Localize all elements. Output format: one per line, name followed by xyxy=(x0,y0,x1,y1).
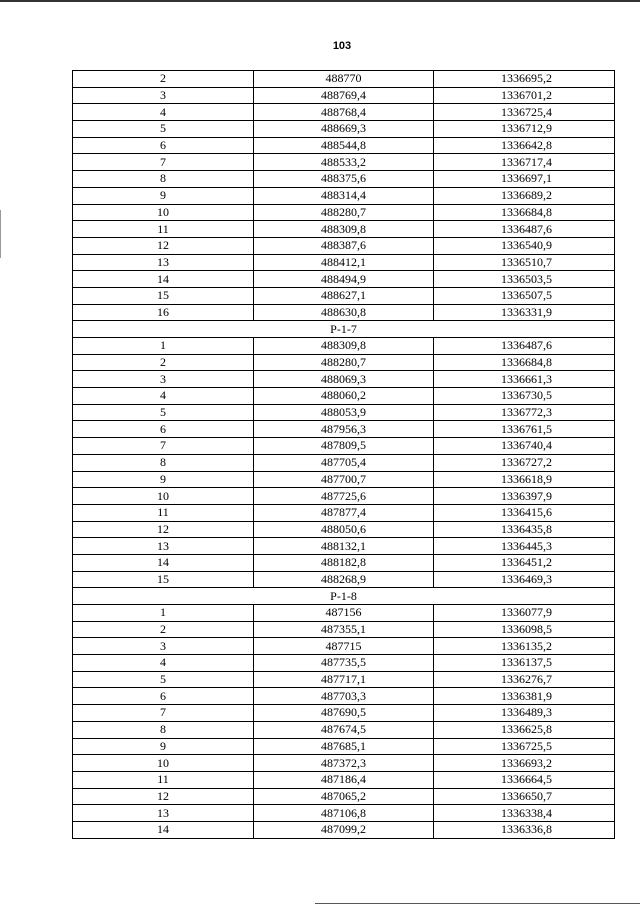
y-coordinate-cell: 1336772,3 xyxy=(434,404,615,421)
table-row xyxy=(73,304,615,321)
table-row xyxy=(73,287,615,304)
x-coordinate-cell: 488280,7 xyxy=(254,204,434,221)
point-number-cell: 5 xyxy=(73,404,254,421)
point-number-cell: 2 xyxy=(73,354,254,371)
x-coordinate-cell: 488630,8 xyxy=(254,304,434,321)
x-coordinate-cell: 487715 xyxy=(254,638,434,655)
table-row xyxy=(73,471,615,488)
table-row xyxy=(73,805,615,822)
point-number-cell: 13 xyxy=(73,805,254,822)
table-row xyxy=(73,755,615,772)
point-number-cell: 8 xyxy=(73,454,254,471)
scan-edge-mark xyxy=(0,210,3,258)
x-coordinate-cell: 487106,8 xyxy=(254,805,434,822)
point-number-cell: 9 xyxy=(73,738,254,755)
point-number-cell: 10 xyxy=(73,488,254,505)
x-coordinate-cell: 488069,3 xyxy=(254,371,434,388)
y-coordinate-cell: 1336740,4 xyxy=(434,438,615,455)
table-row xyxy=(73,438,615,455)
y-coordinate-cell: 1336697,1 xyxy=(434,171,615,188)
y-coordinate-cell: 1336331,9 xyxy=(434,304,615,321)
point-number-cell: 12 xyxy=(73,788,254,805)
y-coordinate-cell: 1336077,9 xyxy=(434,605,615,622)
y-coordinate-cell: 1336693,2 xyxy=(434,755,615,772)
point-number-cell: 4 xyxy=(73,104,254,121)
bottom-edge-rule xyxy=(315,903,640,904)
x-coordinate-cell: 487700,7 xyxy=(254,471,434,488)
x-coordinate-cell: 488280,7 xyxy=(254,354,434,371)
table-row xyxy=(73,187,615,204)
point-number-cell: 8 xyxy=(73,171,254,188)
point-number-cell: 8 xyxy=(73,721,254,738)
x-coordinate-cell: 487186,4 xyxy=(254,771,434,788)
y-coordinate-cell: 1336487,6 xyxy=(434,338,615,355)
y-coordinate-cell: 1336469,3 xyxy=(434,571,615,588)
section-header-row xyxy=(73,588,615,605)
table-row xyxy=(73,488,615,505)
x-coordinate-cell: 487725,6 xyxy=(254,488,434,505)
table-row xyxy=(73,221,615,238)
table-row xyxy=(73,338,615,355)
point-number-cell: 5 xyxy=(73,121,254,138)
y-coordinate-cell: 1336761,5 xyxy=(434,421,615,438)
x-coordinate-cell: 487685,1 xyxy=(254,738,434,755)
x-coordinate-cell: 488132,1 xyxy=(254,538,434,555)
x-coordinate-cell: 488768,4 xyxy=(254,104,434,121)
x-coordinate-cell: 487703,3 xyxy=(254,688,434,705)
x-coordinate-cell: 488627,1 xyxy=(254,287,434,304)
table-row xyxy=(73,721,615,738)
table-row xyxy=(73,271,615,288)
x-coordinate-cell: 488770 xyxy=(254,71,434,88)
y-coordinate-cell: 1336098,5 xyxy=(434,621,615,638)
y-coordinate-cell: 1336618,9 xyxy=(434,471,615,488)
x-coordinate-cell: 487355,1 xyxy=(254,621,434,638)
point-number-cell: 9 xyxy=(73,471,254,488)
point-number-cell: 3 xyxy=(73,638,254,655)
x-coordinate-cell: 488053,9 xyxy=(254,404,434,421)
table-row xyxy=(73,638,615,655)
point-number-cell: 9 xyxy=(73,187,254,204)
y-coordinate-cell: 1336689,2 xyxy=(434,187,615,204)
point-number-cell: 11 xyxy=(73,771,254,788)
point-number-cell: 7 xyxy=(73,154,254,171)
table-row xyxy=(73,421,615,438)
table-row xyxy=(73,738,615,755)
table-row xyxy=(73,121,615,138)
y-coordinate-cell: 1336507,5 xyxy=(434,287,615,304)
y-coordinate-cell: 1336725,4 xyxy=(434,104,615,121)
table-row xyxy=(73,688,615,705)
y-coordinate-cell: 1336664,5 xyxy=(434,771,615,788)
y-coordinate-cell: 1336661,3 xyxy=(434,371,615,388)
y-coordinate-cell: 1336540,9 xyxy=(434,237,615,254)
y-coordinate-cell: 1336712,9 xyxy=(434,121,615,138)
point-number-cell: 7 xyxy=(73,438,254,455)
point-number-cell: 6 xyxy=(73,137,254,154)
y-coordinate-cell: 1336684,8 xyxy=(434,354,615,371)
point-number-cell: 16 xyxy=(73,304,254,321)
table-row xyxy=(73,388,615,405)
point-number-cell: 4 xyxy=(73,655,254,672)
x-coordinate-cell: 488494,9 xyxy=(254,271,434,288)
x-coordinate-cell: 488387,6 xyxy=(254,237,434,254)
x-coordinate-cell: 488314,4 xyxy=(254,187,434,204)
table-row xyxy=(73,104,615,121)
x-coordinate-cell: 487877,4 xyxy=(254,504,434,521)
y-coordinate-cell: 1336381,9 xyxy=(434,688,615,705)
table-row xyxy=(73,705,615,722)
point-number-cell: 7 xyxy=(73,705,254,722)
table-row xyxy=(73,71,615,88)
table-row xyxy=(73,204,615,221)
point-number-cell: 15 xyxy=(73,571,254,588)
y-coordinate-cell: 1336487,6 xyxy=(434,221,615,238)
table-row xyxy=(73,254,615,271)
y-coordinate-cell: 1336489,3 xyxy=(434,705,615,722)
y-coordinate-cell: 1336684,8 xyxy=(434,204,615,221)
point-number-cell: 6 xyxy=(73,421,254,438)
section-title: Р-1-8 xyxy=(73,588,615,605)
point-number-cell: 5 xyxy=(73,671,254,688)
table-row xyxy=(73,771,615,788)
y-coordinate-cell: 1336650,7 xyxy=(434,788,615,805)
point-number-cell: 14 xyxy=(73,821,254,838)
table-row xyxy=(73,605,615,622)
y-coordinate-cell: 1336503,5 xyxy=(434,271,615,288)
y-coordinate-cell: 1336338,4 xyxy=(434,805,615,822)
point-number-cell: 4 xyxy=(73,388,254,405)
y-coordinate-cell: 1336451,2 xyxy=(434,554,615,571)
table-row xyxy=(73,454,615,471)
point-number-cell: 6 xyxy=(73,688,254,705)
y-coordinate-cell: 1336445,3 xyxy=(434,538,615,555)
x-coordinate-cell: 488268,9 xyxy=(254,571,434,588)
y-coordinate-cell: 1336435,8 xyxy=(434,521,615,538)
x-coordinate-cell: 487705,4 xyxy=(254,454,434,471)
table-row xyxy=(73,154,615,171)
point-number-cell: 2 xyxy=(73,621,254,638)
x-coordinate-cell: 487156 xyxy=(254,605,434,622)
x-coordinate-cell: 488533,2 xyxy=(254,154,434,171)
point-number-cell: 3 xyxy=(73,371,254,388)
table-row xyxy=(73,788,615,805)
y-coordinate-cell: 1336276,7 xyxy=(434,671,615,688)
point-number-cell: 12 xyxy=(73,237,254,254)
x-coordinate-cell: 487674,5 xyxy=(254,721,434,738)
point-number-cell: 1 xyxy=(73,605,254,622)
table-row xyxy=(73,404,615,421)
point-number-cell: 3 xyxy=(73,87,254,104)
table-row xyxy=(73,571,615,588)
page-number: 103 xyxy=(332,40,352,52)
coordinates-table-body xyxy=(73,71,615,839)
point-number-cell: 10 xyxy=(73,755,254,772)
point-number-cell: 12 xyxy=(73,521,254,538)
table-row xyxy=(73,821,615,838)
coordinates-table xyxy=(72,70,615,839)
x-coordinate-cell: 487735,5 xyxy=(254,655,434,672)
x-coordinate-cell: 488060,2 xyxy=(254,388,434,405)
x-coordinate-cell: 488309,8 xyxy=(254,338,434,355)
y-coordinate-cell: 1336336,8 xyxy=(434,821,615,838)
table-row xyxy=(73,671,615,688)
x-coordinate-cell: 488669,3 xyxy=(254,121,434,138)
y-coordinate-cell: 1336730,5 xyxy=(434,388,615,405)
table-row xyxy=(73,538,615,555)
y-coordinate-cell: 1336695,2 xyxy=(434,71,615,88)
table-row xyxy=(73,521,615,538)
x-coordinate-cell: 488769,4 xyxy=(254,87,434,104)
point-number-cell: 15 xyxy=(73,287,254,304)
table-row xyxy=(73,621,615,638)
y-coordinate-cell: 1336725,5 xyxy=(434,738,615,755)
y-coordinate-cell: 1336701,2 xyxy=(434,87,615,104)
table-row xyxy=(73,554,615,571)
x-coordinate-cell: 488182,8 xyxy=(254,554,434,571)
top-edge-rule xyxy=(0,0,640,2)
x-coordinate-cell: 488309,8 xyxy=(254,221,434,238)
y-coordinate-cell: 1336137,5 xyxy=(434,655,615,672)
y-coordinate-cell: 1336415,6 xyxy=(434,504,615,521)
point-number-cell: 2 xyxy=(73,71,254,88)
x-coordinate-cell: 487099,2 xyxy=(254,821,434,838)
table-row xyxy=(73,371,615,388)
table-row xyxy=(73,504,615,521)
section-header-row xyxy=(73,321,615,338)
x-coordinate-cell: 487690,5 xyxy=(254,705,434,722)
y-coordinate-cell: 1336717,4 xyxy=(434,154,615,171)
table-row xyxy=(73,171,615,188)
point-number-cell: 10 xyxy=(73,204,254,221)
y-coordinate-cell: 1336397,9 xyxy=(434,488,615,505)
point-number-cell: 14 xyxy=(73,554,254,571)
y-coordinate-cell: 1336135,2 xyxy=(434,638,615,655)
y-coordinate-cell: 1336510,7 xyxy=(434,254,615,271)
x-coordinate-cell: 487809,5 xyxy=(254,438,434,455)
x-coordinate-cell: 488050,6 xyxy=(254,521,434,538)
table-row xyxy=(73,87,615,104)
point-number-cell: 1 xyxy=(73,338,254,355)
x-coordinate-cell: 487372,3 xyxy=(254,755,434,772)
table-row xyxy=(73,354,615,371)
table-row xyxy=(73,237,615,254)
x-coordinate-cell: 488375,6 xyxy=(254,171,434,188)
x-coordinate-cell: 487956,3 xyxy=(254,421,434,438)
point-number-cell: 13 xyxy=(73,538,254,555)
y-coordinate-cell: 1336642,8 xyxy=(434,137,615,154)
x-coordinate-cell: 487065,2 xyxy=(254,788,434,805)
table-row xyxy=(73,655,615,672)
y-coordinate-cell: 1336727,2 xyxy=(434,454,615,471)
section-title: Р-1-7 xyxy=(73,321,615,338)
x-coordinate-cell: 488544,8 xyxy=(254,137,434,154)
point-number-cell: 11 xyxy=(73,221,254,238)
x-coordinate-cell: 488412,1 xyxy=(254,254,434,271)
x-coordinate-cell: 487717,1 xyxy=(254,671,434,688)
point-number-cell: 13 xyxy=(73,254,254,271)
point-number-cell: 11 xyxy=(73,504,254,521)
table-row xyxy=(73,137,615,154)
y-coordinate-cell: 1336625,8 xyxy=(434,721,615,738)
point-number-cell: 14 xyxy=(73,271,254,288)
